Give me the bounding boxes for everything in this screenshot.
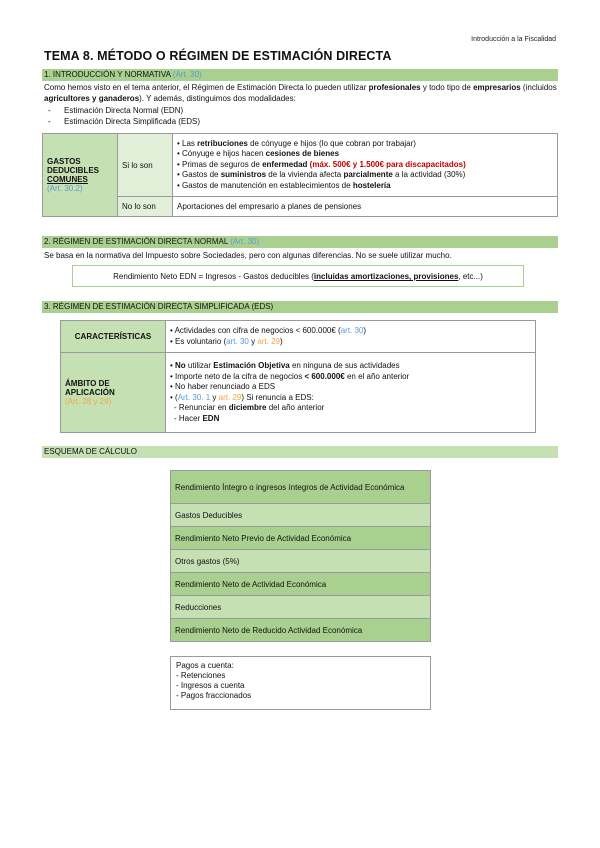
intro-text: (incluidos xyxy=(520,83,557,92)
list-item: - Ingresos a cuenta xyxy=(176,681,245,690)
intro-bold: profesionales xyxy=(368,83,421,92)
ambito-label: APLICACIÓN xyxy=(65,388,115,397)
pagos-a-cuenta-box xyxy=(170,656,431,710)
list-item: • Las retribuciones de cónyuge e hijos (lo que cobran por trabajar) xyxy=(177,138,416,148)
section-1-intro xyxy=(44,83,560,104)
esquema-calculo xyxy=(170,470,431,642)
gastos-label-cell xyxy=(43,134,118,217)
no-lo-son-cell: No lo son xyxy=(118,197,173,217)
si-lo-son-cell: Si lo son xyxy=(118,134,173,197)
list-item: • Cónyuge e hijos hacen cesiones de bienes xyxy=(177,149,340,159)
eds-table xyxy=(60,320,536,433)
formula-underlined: incluidas amortizaciones, provisiones xyxy=(313,272,459,281)
ambito-label: ÁMBITO DE xyxy=(65,379,110,388)
header-label: Introducción a la Fiscalidad xyxy=(471,36,556,43)
section-1-heading-art: (Art. 30) xyxy=(172,70,202,79)
list-item: • Primas de seguros de enfermedad (máx. 500€ y 1.500€ para discapacitados) xyxy=(177,159,466,169)
formula-text: , etc...) xyxy=(458,272,483,281)
esquema-row: Rendimiento Neto Previo de Actividad Económica xyxy=(170,527,431,550)
formula-text: Rendimiento Neto EDN = Ingresos - Gastos deducibles ( xyxy=(113,272,314,281)
intro-text: y todo tipo de xyxy=(420,83,474,92)
section-2-heading-art: (Art. 30) xyxy=(230,237,260,246)
section-2-heading xyxy=(42,236,558,248)
list-item: • Gastos de suministros de la vivienda afecta parcialmente a la actividad (30%) xyxy=(177,170,466,180)
esquema-row: Reducciones xyxy=(170,596,431,619)
section-2-heading-text: 2. RÉGIMEN DE ESTIMACIÓN DIRECTA NORMAL xyxy=(44,237,229,246)
list-item: • Gastos de manutención en establecimientos de hostelería xyxy=(177,180,391,190)
intro-text: ). Y además, distinguimos dos modalidades: xyxy=(139,93,296,103)
gastos-label: GASTOS xyxy=(47,157,81,166)
intro-bold: agricultores y ganaderos xyxy=(44,93,140,103)
list-item: • (Art. 30. 1 y art. 29) Si renuncia a EDS: xyxy=(170,392,314,402)
esquema-row: Rendimiento Neto de Actividad Económica xyxy=(170,573,431,596)
ambito-label-cell xyxy=(61,353,166,433)
list-item: • No haber renunciado a EDS xyxy=(170,382,276,391)
list-item: - Retenciones xyxy=(176,671,226,680)
gastos-label: COMUNES xyxy=(47,175,88,184)
list-item: • Actividades con cifra de negocios < 600.000€ (art. 30) xyxy=(170,326,367,335)
esquema-row: Gastos Deducibles xyxy=(170,504,431,527)
modalities-list xyxy=(44,106,560,127)
section-3-heading xyxy=(42,301,558,313)
caracteristicas-label: CARACTERÍSTICAS xyxy=(61,321,166,353)
esquema-row: Otros gastos (5%) xyxy=(170,550,431,573)
list-item: • Importe neto de la cifra de negocios < 600.000€ en el año anterior xyxy=(170,371,410,381)
edn-formula xyxy=(72,265,524,287)
list-item: • No utilizar Estimación Objetiva en ninguna de sus actividades xyxy=(170,361,400,370)
list-item: • Es voluntario (art. 30 y art. 29) xyxy=(170,336,283,346)
list-item: - Estimación Directa Normal (EDN) xyxy=(44,106,560,117)
list-item: - Pagos fraccionados xyxy=(176,691,252,700)
si-lo-son-items xyxy=(173,134,558,197)
section-1-heading xyxy=(42,69,558,81)
ambito-label-art: (Art. 28 y 29) xyxy=(65,397,112,406)
list-item: - Estimación Directa Simplificada (EDS) xyxy=(44,117,560,128)
section-2-text: Se basa en la normativa del Impuesto sobre Sociedades, pero con algunas diferencias. No se suele utilizar mucho. xyxy=(44,251,452,260)
ambito-items xyxy=(166,353,536,433)
gastos-label: DEDUCIBLES xyxy=(47,166,100,175)
section-3-heading-text: 3. RÉGIMEN DE ESTIMACIÓN DIRECTA SIMPLIFICADA (EDS) xyxy=(44,302,274,311)
list-item: - Hacer EDN xyxy=(174,413,220,423)
section-1-heading-text: 1. INTRODUCCIÓN Y NORMATIVA xyxy=(44,70,171,79)
esquema-heading xyxy=(42,446,558,458)
list-item: - Renunciar en diciembre del año anterior xyxy=(174,403,325,412)
intro-bold: empresarios xyxy=(473,83,521,92)
intro-text: Como hemos visto en el tema anterior, el Régimen de Estimación Directa lo pueden utilizar xyxy=(44,83,369,92)
esquema-row: Rendimiento Íntegro o ingresos íntegros de Actividad Económica xyxy=(170,470,431,504)
esquema-heading-text: ESQUEMA DE CÁLCULO xyxy=(44,447,137,456)
caracteristicas-items xyxy=(166,321,536,353)
gastos-label-art: (Art. 30.2) xyxy=(47,184,83,193)
esquema-row: Rendimiento Neto de Reducido Actividad Económica xyxy=(170,619,431,642)
pagos-title: Pagos a cuenta: xyxy=(176,661,234,670)
gastos-deducibles-table xyxy=(42,133,558,217)
page-title: TEMA 8. MÉTODO O RÉGIMEN DE ESTIMACIÓN DIRECTA xyxy=(44,49,392,63)
no-lo-son-item: Aportaciones del empresario a planes de pensiones xyxy=(173,197,558,217)
